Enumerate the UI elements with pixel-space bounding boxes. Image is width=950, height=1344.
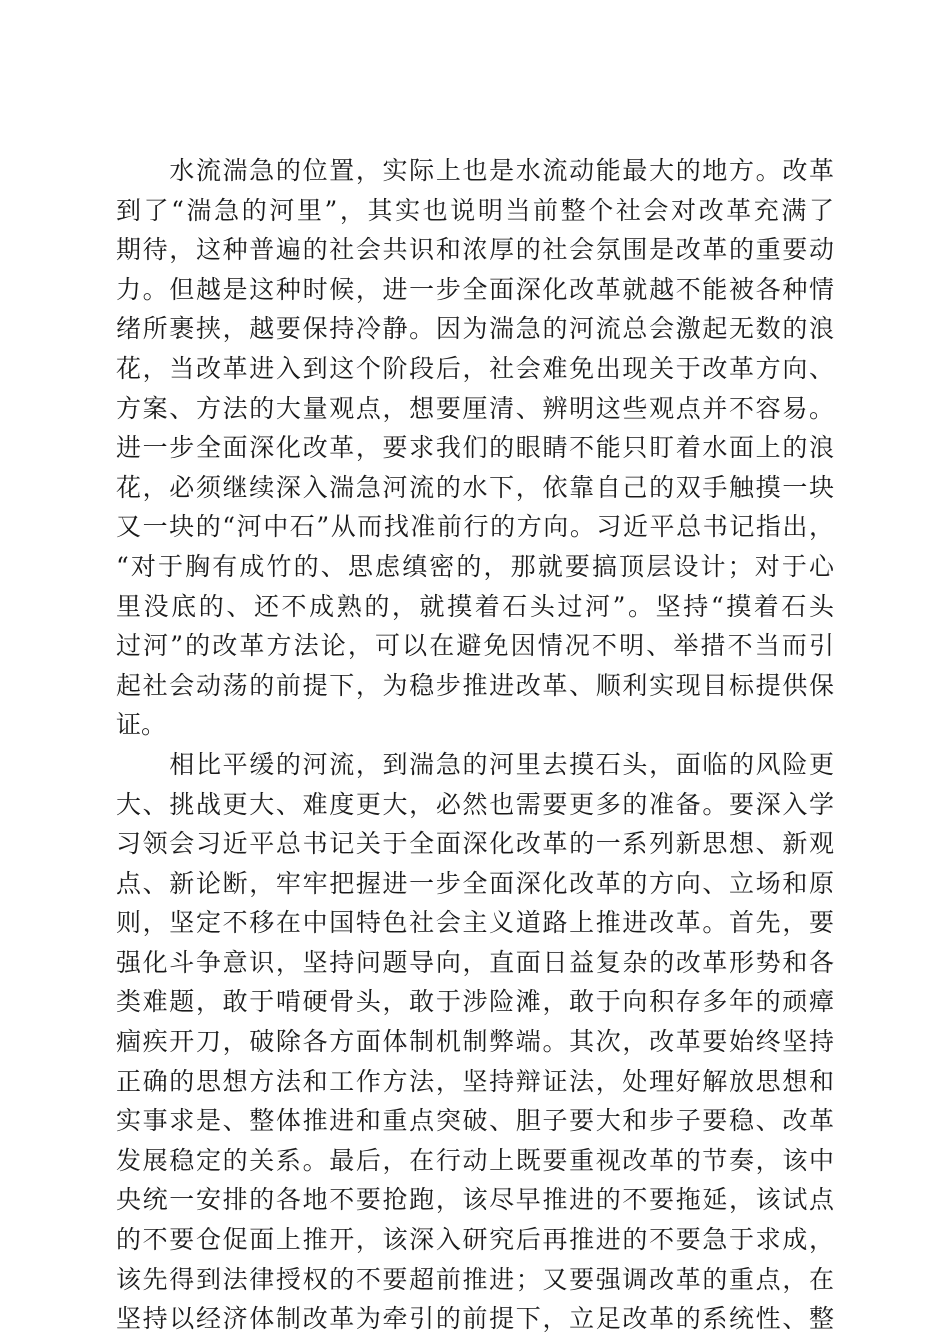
text-line: 则，坚定不移在中国特色社会主义道路上推进改革。首先，要 <box>116 908 834 938</box>
text-line: 点、新论断，牢牢把握进一步全面深化改革的方向、立场和原 <box>116 868 834 898</box>
text-line: 水流湍急的位置，实际上也是水流动能最大的地方。改革 <box>116 156 834 185</box>
text-line: 正确的思想方法和工作方法，坚持辩证法，处理好解放思想和 <box>116 1066 834 1096</box>
text-line: 相比平缓的河流，到湍急的河里去摸石头，面临的风险更 <box>116 749 834 779</box>
text-line: 到了“湍急的河里”，其实也说明当前整个社会对改革充满了 <box>116 195 834 225</box>
text-line: 实事求是、整体推进和重点突破、胆子要大和步子要稳、改革 <box>116 1106 834 1136</box>
text-line: 力。但越是这种时候，进一步全面深化改革就越不能被各种情 <box>116 274 834 304</box>
text-line: 花，当改革进入到这个阶段后，社会难免出现关于改革方向、 <box>116 353 834 383</box>
text-line: 期待，这种普遍的社会共识和浓厚的社会氛围是改革的重要动 <box>116 235 834 265</box>
text-line: 央统一安排的各地不要抢跑，该尽早推进的不要拖延，该试点 <box>116 1185 834 1215</box>
text-line: 强化斗争意识，坚持问题导向，直面日益复杂的改革形势和各 <box>116 947 834 977</box>
paragraph <box>116 151 834 745</box>
paragraph <box>116 745 834 1339</box>
text-line: 又一块的“河中石”从而找准前行的方向。习近平总书记指出， <box>116 512 834 542</box>
text-line: 习领会习近平总书记关于全面深化改革的一系列新思想、新观 <box>116 829 834 859</box>
text-line: 该先得到法律授权的不要超前推进；又要强调改革的重点，在 <box>116 1264 834 1294</box>
text-line: 证。 <box>116 710 167 740</box>
text-line: 里没底的、还不成熟的，就摸着石头过河”。坚持“摸着石头 <box>116 591 834 621</box>
text-line: 的不要仓促面上推开，该深入研究后再推进的不要急于求成， <box>116 1225 834 1255</box>
text-line: 花，必须继续深入湍急河流的水下，依靠自己的双手触摸一块 <box>116 472 834 502</box>
text-line: “对于胸有成竹的、思虑缜密的，那就要搞顶层设计；对于心 <box>116 551 834 581</box>
text-line: 坚持以经济体制改革为牵引的前提下，立足改革的系统性、整 <box>116 1304 834 1334</box>
article-body <box>116 151 834 1339</box>
text-line: 过河”的改革方法论，可以在避免因情况不明、举措不当而引 <box>116 631 834 661</box>
text-line: 起社会动荡的前提下，为稳步推进改革、顺利实现目标提供保 <box>116 670 834 700</box>
text-line: 痼疾开刀，破除各方面体制机制弊端。其次，改革要始终坚持 <box>116 1027 834 1057</box>
text-line: 进一步全面深化改革，要求我们的眼睛不能只盯着水面上的浪 <box>116 433 834 463</box>
text-line: 大、挑战更大、难度更大，必然也需要更多的准备。要深入学 <box>116 789 834 819</box>
text-line: 绪所裹挟，越要保持冷静。因为湍急的河流总会激起无数的浪 <box>116 314 834 344</box>
text-line: 类难题，敢于啃硬骨头，敢于涉险滩，敢于向积存多年的顽瘴 <box>116 987 834 1017</box>
text-line: 方案、方法的大量观点，想要厘清、辨明这些观点并不容易。 <box>116 393 834 423</box>
text-line: 发展稳定的关系。最后，在行动上既要重视改革的节奏，该中 <box>116 1145 834 1175</box>
